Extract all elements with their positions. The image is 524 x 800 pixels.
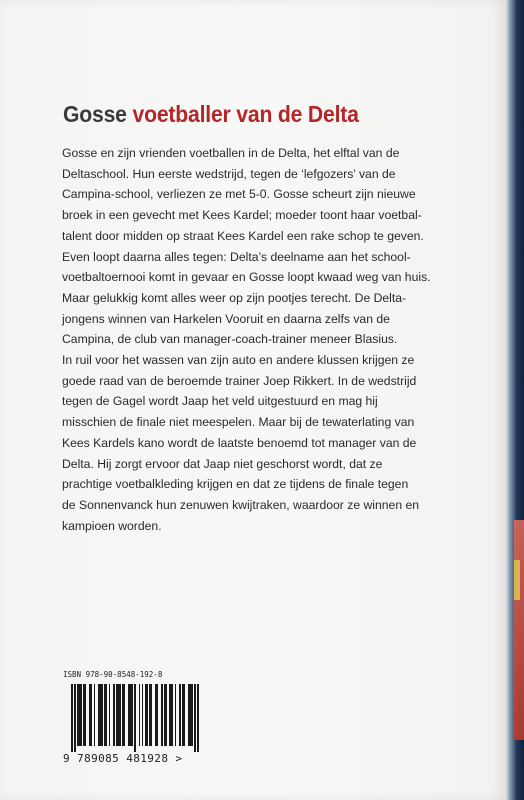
barcode	[63, 670, 203, 770]
barcode-stripe	[197, 684, 199, 752]
blurb-line: tegen de Gagel wordt Jaap het veld uitgestuurd en mag hij	[62, 394, 378, 409]
blurb-line: Deltaschool. Hun eerste wedstrijd, tegen de ‘lefgozers’ van de	[62, 166, 396, 181]
blurb-line: In ruil voor het wassen van zijn auto en andere klussen krijgen ze	[62, 353, 415, 368]
spine-red-stripe	[514, 520, 524, 740]
spine-gold-mark	[514, 560, 520, 600]
blurb-line: Kees Kardels kano wordt de laatste benoemd tot manager van de	[62, 435, 417, 450]
blurb-line: misschien de finale niet meespelen. Maar bij de tewaterlating van	[62, 415, 415, 430]
isbn-label: ISBN 978-90-8548-192-8	[63, 670, 163, 679]
blurb-line: broek in een gevecht met Kees Kardel; moeder toont haar voetbal-	[62, 208, 422, 223]
blurb-line: Campina, de club van manager-coach-trainer meneer Blasius.	[62, 332, 398, 347]
blurb-line: Maar gelukkig komt alles weer op zijn pootjes terecht. De Delta-	[62, 290, 407, 305]
blurb-line: de Sonnenvanck hun zenuwen kwijtraken, waardoor ze winnen en	[62, 497, 420, 512]
blurb-line: Gosse en zijn vrienden voetballen in de Delta, het elftal van de	[62, 146, 400, 160]
blurb-line: goede raad van de beroemde trainer Joep Rikkert. In de wedstrijd	[62, 373, 417, 388]
blurb-line: Even loopt daarna alles tegen: Delta’s deelname aan het school-	[62, 249, 411, 264]
blurb-line: Campina-school, verliezen ze met 5-0. Gosse scheurt zijn nieuwe	[62, 187, 416, 202]
blurb-line: jongens winnen van Harkelen Vooruit en daarna zelfs van de	[62, 311, 390, 326]
blurb-text	[62, 143, 482, 536]
blurb-line: talent door midden op straat Kees Kardel een rake schop te geven.	[62, 228, 424, 243]
blurb-line: Delta. Hij zorgt ervoor dat Jaap niet geschorst wordt, dat ze	[62, 456, 383, 471]
title-subtitle: voetballer van de Delta	[132, 101, 359, 127]
blurb-line: kampioen worden.	[62, 518, 162, 533]
title-name: Gosse	[63, 101, 127, 127]
barcode-bars	[71, 684, 199, 752]
blurb-line: prachtige voetbalkleding krijgen en dat ze tijdens de finale tegen	[62, 477, 409, 492]
barcode-digits: 9 789085 481928 >	[63, 752, 183, 765]
book-title	[63, 101, 359, 128]
blurb-line: voetbaltoernooi komt in gevaar en Gosse loopt kwaad weg van huis.	[62, 270, 431, 285]
